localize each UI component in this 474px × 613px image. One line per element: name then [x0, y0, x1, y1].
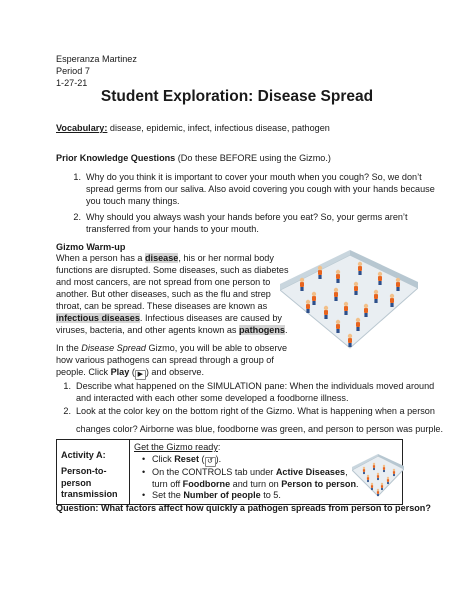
- vocabulary-line: [56, 123, 330, 135]
- simulation-illustration: [280, 250, 418, 350]
- activity-name: transmission: [61, 489, 118, 500]
- gizmo-name: Disease Spread: [81, 343, 146, 353]
- q1-line: and interacted with each other some developed a foodborne illness.: [76, 393, 349, 403]
- prior-q1-line: Why do you think it is important to cover your mouth when you cough? So, we don’t: [86, 172, 422, 182]
- person-figure: [387, 477, 389, 484]
- active-diseases-label: Active Diseases: [275, 467, 346, 478]
- person-figure: [378, 272, 382, 285]
- q1-line: Describe what happened on the SIMULATION pane: When the individuals moved around: [76, 381, 435, 391]
- number-of-people-label: Number of people: [183, 490, 261, 501]
- person-figure: [367, 475, 369, 482]
- gizmo-ready-colon: :: [217, 442, 221, 452]
- q2-number: 2.: [63, 406, 71, 416]
- q1-number: 1.: [63, 381, 71, 391]
- person-figure: [356, 318, 360, 331]
- warmup-text: , his or her normal body: [178, 253, 274, 263]
- person-figure: [300, 278, 304, 291]
- person-figure: [306, 300, 310, 313]
- warmup-text: people. Click: [56, 367, 111, 377]
- person-figure: [383, 465, 385, 472]
- person-figure: [390, 294, 394, 307]
- instruction-text: to 5.: [260, 490, 281, 501]
- final-question: Question: What factors affect how quickly a pathogen spreads from person to person?: [56, 503, 431, 513]
- warmup-text: (: [129, 367, 135, 377]
- warmup-text: viruses, bacteria, and other agents known as: [56, 325, 239, 335]
- person-figure: [324, 306, 328, 319]
- instruction-text: turn off: [152, 478, 183, 489]
- bullet: •: [142, 490, 146, 501]
- warmup-line: throat, can be spread. These diseases are known as: [56, 301, 268, 311]
- activity-table: [56, 439, 403, 505]
- warmup-line: [56, 313, 282, 325]
- prior-q2-number: 2.: [73, 212, 81, 222]
- activity-label-cell: [57, 440, 130, 505]
- warmup-line: functions are disrupted. Some diseases, such as diabetes: [56, 265, 289, 275]
- person-figure: [364, 304, 368, 317]
- prior-knowledge-heading: Prior Knowledge Questions: [56, 153, 176, 163]
- bullet: •: [142, 454, 146, 465]
- warmup-text: . Infectious diseases are caused by: [139, 313, 282, 323]
- bullet: •: [142, 467, 146, 478]
- person-figure: [373, 463, 375, 470]
- person-figure: [354, 282, 358, 295]
- q2-line: changes color? Airborne was blue, foodborne was green, and person to person was purple.: [76, 424, 444, 434]
- warmup-text: Gizmo, you will be able to observe: [146, 343, 288, 353]
- term-disease: disease: [144, 253, 179, 263]
- gizmo-ready-heading: Get the Gizmo ready: [134, 442, 218, 452]
- person-figure: [348, 334, 352, 347]
- person-figure: [393, 469, 395, 476]
- instruction-text: ).: [215, 454, 222, 465]
- instruction-text: and turn on: [230, 478, 282, 489]
- student-name: Esperanza Martinez: [56, 54, 137, 64]
- prior-q1-line: spread germs from our saliva. Also avoid covering you cough with your hands because: [86, 184, 435, 194]
- person-figure: [381, 483, 383, 490]
- prior-knowledge-heading-line: [56, 153, 331, 165]
- term-pathogens: pathogens: [239, 325, 285, 335]
- person-figure: [371, 483, 373, 490]
- person-figure: [358, 262, 362, 275]
- term-infectious-diseases: infectious diseases: [56, 313, 140, 323]
- warmup-text: .: [284, 325, 288, 335]
- vocabulary-terms: disease, epidemic, infect, infectious disease, pathogen: [107, 123, 330, 133]
- warmup-text: When a person has a: [56, 253, 145, 263]
- warmup-text: ) and observe.: [145, 367, 205, 377]
- person-figure: [396, 278, 400, 291]
- vocabulary-label: Vocabulary:: [56, 123, 108, 133]
- play-label: Play: [110, 367, 130, 377]
- q2-line: Look at the color key on the bottom right of the Gizmo. What is happening when a person: [76, 406, 435, 416]
- warmup-line: [56, 253, 274, 265]
- instruction-text: Set the: [152, 490, 184, 501]
- person-to-person-label: Person to person: [281, 478, 357, 489]
- foodborne-label: Foodborne: [182, 478, 231, 489]
- person-figure: [336, 320, 340, 333]
- prior-q2-line: Why should you always wash your hands before you eat? So, your germs aren’t: [86, 212, 408, 222]
- warmup-line: [56, 325, 288, 337]
- prior-knowledge-note: (Do these BEFORE using the Gizmo.): [175, 153, 331, 163]
- instruction-text: ,: [345, 467, 348, 478]
- warmup-p2-line: how various pathogens can spread through a group of: [56, 355, 274, 365]
- page-title: Student Exploration: Disease Spread: [100, 88, 374, 105]
- person-figure: [312, 292, 316, 305]
- person-figure: [334, 288, 338, 301]
- reset-label: Reset: [174, 454, 200, 465]
- person-figure: [336, 270, 340, 283]
- person-figure: [377, 489, 379, 496]
- prior-q1-line: you touch many things.: [86, 196, 180, 206]
- instruction-text: .: [356, 478, 359, 489]
- play-icon: ▶: [135, 370, 146, 380]
- instruction-text: (: [199, 454, 205, 465]
- activity-label: Activity A:: [61, 450, 106, 460]
- warmup-p2-line: [56, 343, 287, 355]
- activity-illustration: [352, 454, 404, 498]
- warmup-text: In the: [56, 343, 82, 353]
- instruction-text: Click: [152, 454, 175, 465]
- warmup-line: another. But other diseases, such as the flu and strep: [56, 289, 271, 299]
- warmup-p2-line: [56, 367, 204, 380]
- person-figure: [344, 302, 348, 315]
- person-figure: [377, 473, 379, 480]
- instruction-text: On the CONTROLS tab under: [152, 467, 276, 478]
- person-figure: [363, 467, 365, 474]
- warmup-line: and most cancers, are not spread from one person to: [56, 277, 271, 287]
- prior-q2-line: transferred from your hands to your mouth.: [86, 224, 259, 234]
- activity-name: Person-to-person: [61, 466, 107, 488]
- warmup-heading: Gizmo Warm-up: [56, 242, 126, 252]
- class-period: Period 7: [56, 66, 90, 76]
- prior-q1-number: 1.: [73, 172, 81, 182]
- person-figure: [374, 290, 378, 303]
- date: 1-27-21: [56, 78, 88, 88]
- reset-icon: ↺: [205, 457, 216, 467]
- person-figure: [318, 266, 322, 279]
